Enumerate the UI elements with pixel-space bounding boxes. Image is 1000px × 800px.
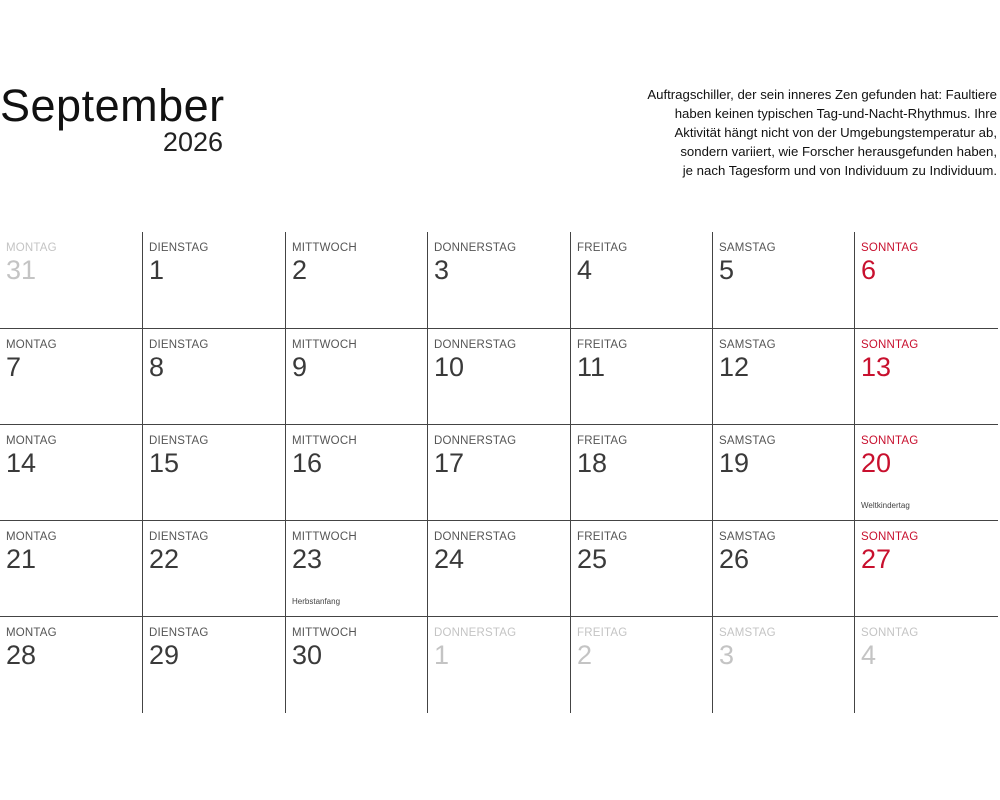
calendar-week-row [0,424,998,521]
calendar-day-cell [285,329,428,425]
calendar-day-cell [0,232,142,328]
weekday-label: SAMSTAG [719,435,776,447]
day-number: 11 [577,352,606,382]
weekday-label: SONNTAG [861,435,919,447]
day-number: 30 [292,640,323,670]
calendar-day-cell [285,617,428,713]
quote-line: je nach Tagesform und von Individuum zu Individuum. [682,163,997,178]
weekday-label: SONNTAG [861,531,919,543]
weekday-label: MITTWOCH [292,242,357,254]
day-number: 31 [6,255,37,285]
day-number: 1 [434,640,450,670]
calendar-day-cell [427,521,571,617]
calendar-day-cell [712,329,855,425]
weekday-label: MITTWOCH [292,339,357,351]
day-number: 2 [292,255,308,285]
day-number: 6 [861,255,877,285]
day-number: 12 [719,352,750,382]
calendar-day-cell [142,521,286,617]
calendar-day-cell [712,521,855,617]
weekday-label: SAMSTAG [719,339,776,351]
day-number: 2 [577,640,593,670]
weekday-label: DIENSTAG [149,435,209,447]
calendar-day-cell [142,329,286,425]
holiday-label: Weltkindertag [861,501,910,510]
calendar-day-cell [285,425,428,521]
calendar-week-row [0,328,998,425]
calendar-day-cell [427,329,571,425]
weekday-label: MITTWOCH [292,627,357,639]
day-number: 23 [292,544,323,574]
weekday-label: MONTAG [6,242,57,254]
day-number: 3 [719,640,735,670]
weekday-label: DONNERSTAG [434,339,517,351]
calendar-week-row [0,232,998,328]
day-number: 22 [149,544,180,574]
calendar-week-row [0,520,998,617]
quote-line: Aktivität hängt nicht von der Umgebungstemperatur ab, [674,125,997,140]
calendar-day-cell [0,425,142,521]
calendar-day-cell [427,617,571,713]
year-label: 2026 [162,127,223,157]
quote-text [617,85,997,180]
weekday-label: FREITAG [577,339,628,351]
calendar-day-cell [854,232,999,328]
weekday-label: MITTWOCH [292,435,357,447]
month-title: September [0,80,225,131]
weekday-label: FREITAG [577,627,628,639]
day-number: 16 [292,448,323,478]
weekday-label: SONNTAG [861,339,919,351]
day-number: 3 [434,255,450,285]
calendar-day-cell [570,232,713,328]
weekday-label: DONNERSTAG [434,531,517,543]
weekday-label: DIENSTAG [149,531,209,543]
weekday-label: DIENSTAG [149,242,209,254]
weekday-label: SAMSTAG [719,242,776,254]
calendar-day-cell [854,617,999,713]
day-number: 21 [6,544,37,574]
day-number: 19 [719,448,750,478]
weekday-label: SAMSTAG [719,627,776,639]
calendar-day-cell [570,617,713,713]
calendar-day-cell [712,617,855,713]
day-number: 25 [577,544,608,574]
day-number: 5 [719,255,735,285]
day-number: 28 [6,640,37,670]
quote-line: Auftragschiller, der sein inneres Zen gefunden hat: Faultiere [647,87,997,102]
day-number: 1 [149,255,165,285]
calendar-day-cell [0,329,142,425]
day-number: 18 [577,448,608,478]
weekday-label: DONNERSTAG [434,242,517,254]
day-number: 29 [149,640,180,670]
calendar-week-row [0,616,998,713]
day-number: 9 [292,352,308,382]
weekday-label: FREITAG [577,242,628,254]
day-number: 7 [6,352,22,382]
day-number: 24 [434,544,465,574]
day-number: 17 [434,448,465,478]
day-number: 4 [861,640,877,670]
day-number: 14 [6,448,37,478]
calendar-day-cell [712,425,855,521]
calendar-day-cell [142,425,286,521]
holiday-label: Herbstanfang [292,597,341,606]
day-number: 20 [861,448,892,478]
calendar-day-cell [570,521,713,617]
weekday-label: DONNERSTAG [434,627,517,639]
calendar-day-cell [854,521,999,617]
day-number: 27 [861,544,892,574]
calendar-day-cell [854,329,999,425]
calendar-day-cell [0,521,142,617]
calendar-day-cell [427,232,571,328]
calendar-day-cell [142,232,286,328]
weekday-label: SAMSTAG [719,531,776,543]
quote-line: sondern variiert, wie Forscher herausgefunden haben, [680,144,997,159]
weekday-label: MONTAG [6,531,57,543]
day-number: 4 [577,255,593,285]
calendar-day-cell [285,521,428,617]
weekday-label: MONTAG [6,627,57,639]
weekday-label: SONNTAG [861,627,919,639]
calendar-day-cell [570,329,713,425]
weekday-label: DIENSTAG [149,339,209,351]
calendar-day-cell [285,232,428,328]
day-number: 8 [149,352,165,382]
weekday-label: MONTAG [6,339,57,351]
day-number: 10 [434,352,465,382]
weekday-label: DIENSTAG [149,627,209,639]
day-number: 15 [149,448,180,478]
calendar-day-cell [142,617,286,713]
weekday-label: MONTAG [6,435,57,447]
calendar-day-cell [0,617,142,713]
day-number: 13 [861,352,892,382]
weekday-label: FREITAG [577,531,628,543]
calendar-grid [0,232,998,714]
quote-line: haben keinen typischen Tag-und-Nacht-Rhythmus. Ihre [674,106,997,121]
day-number: 26 [719,544,750,574]
weekday-label: FREITAG [577,435,628,447]
weekday-label: MITTWOCH [292,531,357,543]
weekday-label: SONNTAG [861,242,919,254]
weekday-label: DONNERSTAG [434,435,517,447]
calendar-day-cell [854,425,999,521]
calendar-day-cell [570,425,713,521]
calendar-day-cell [427,425,571,521]
calendar-day-cell [712,232,855,328]
